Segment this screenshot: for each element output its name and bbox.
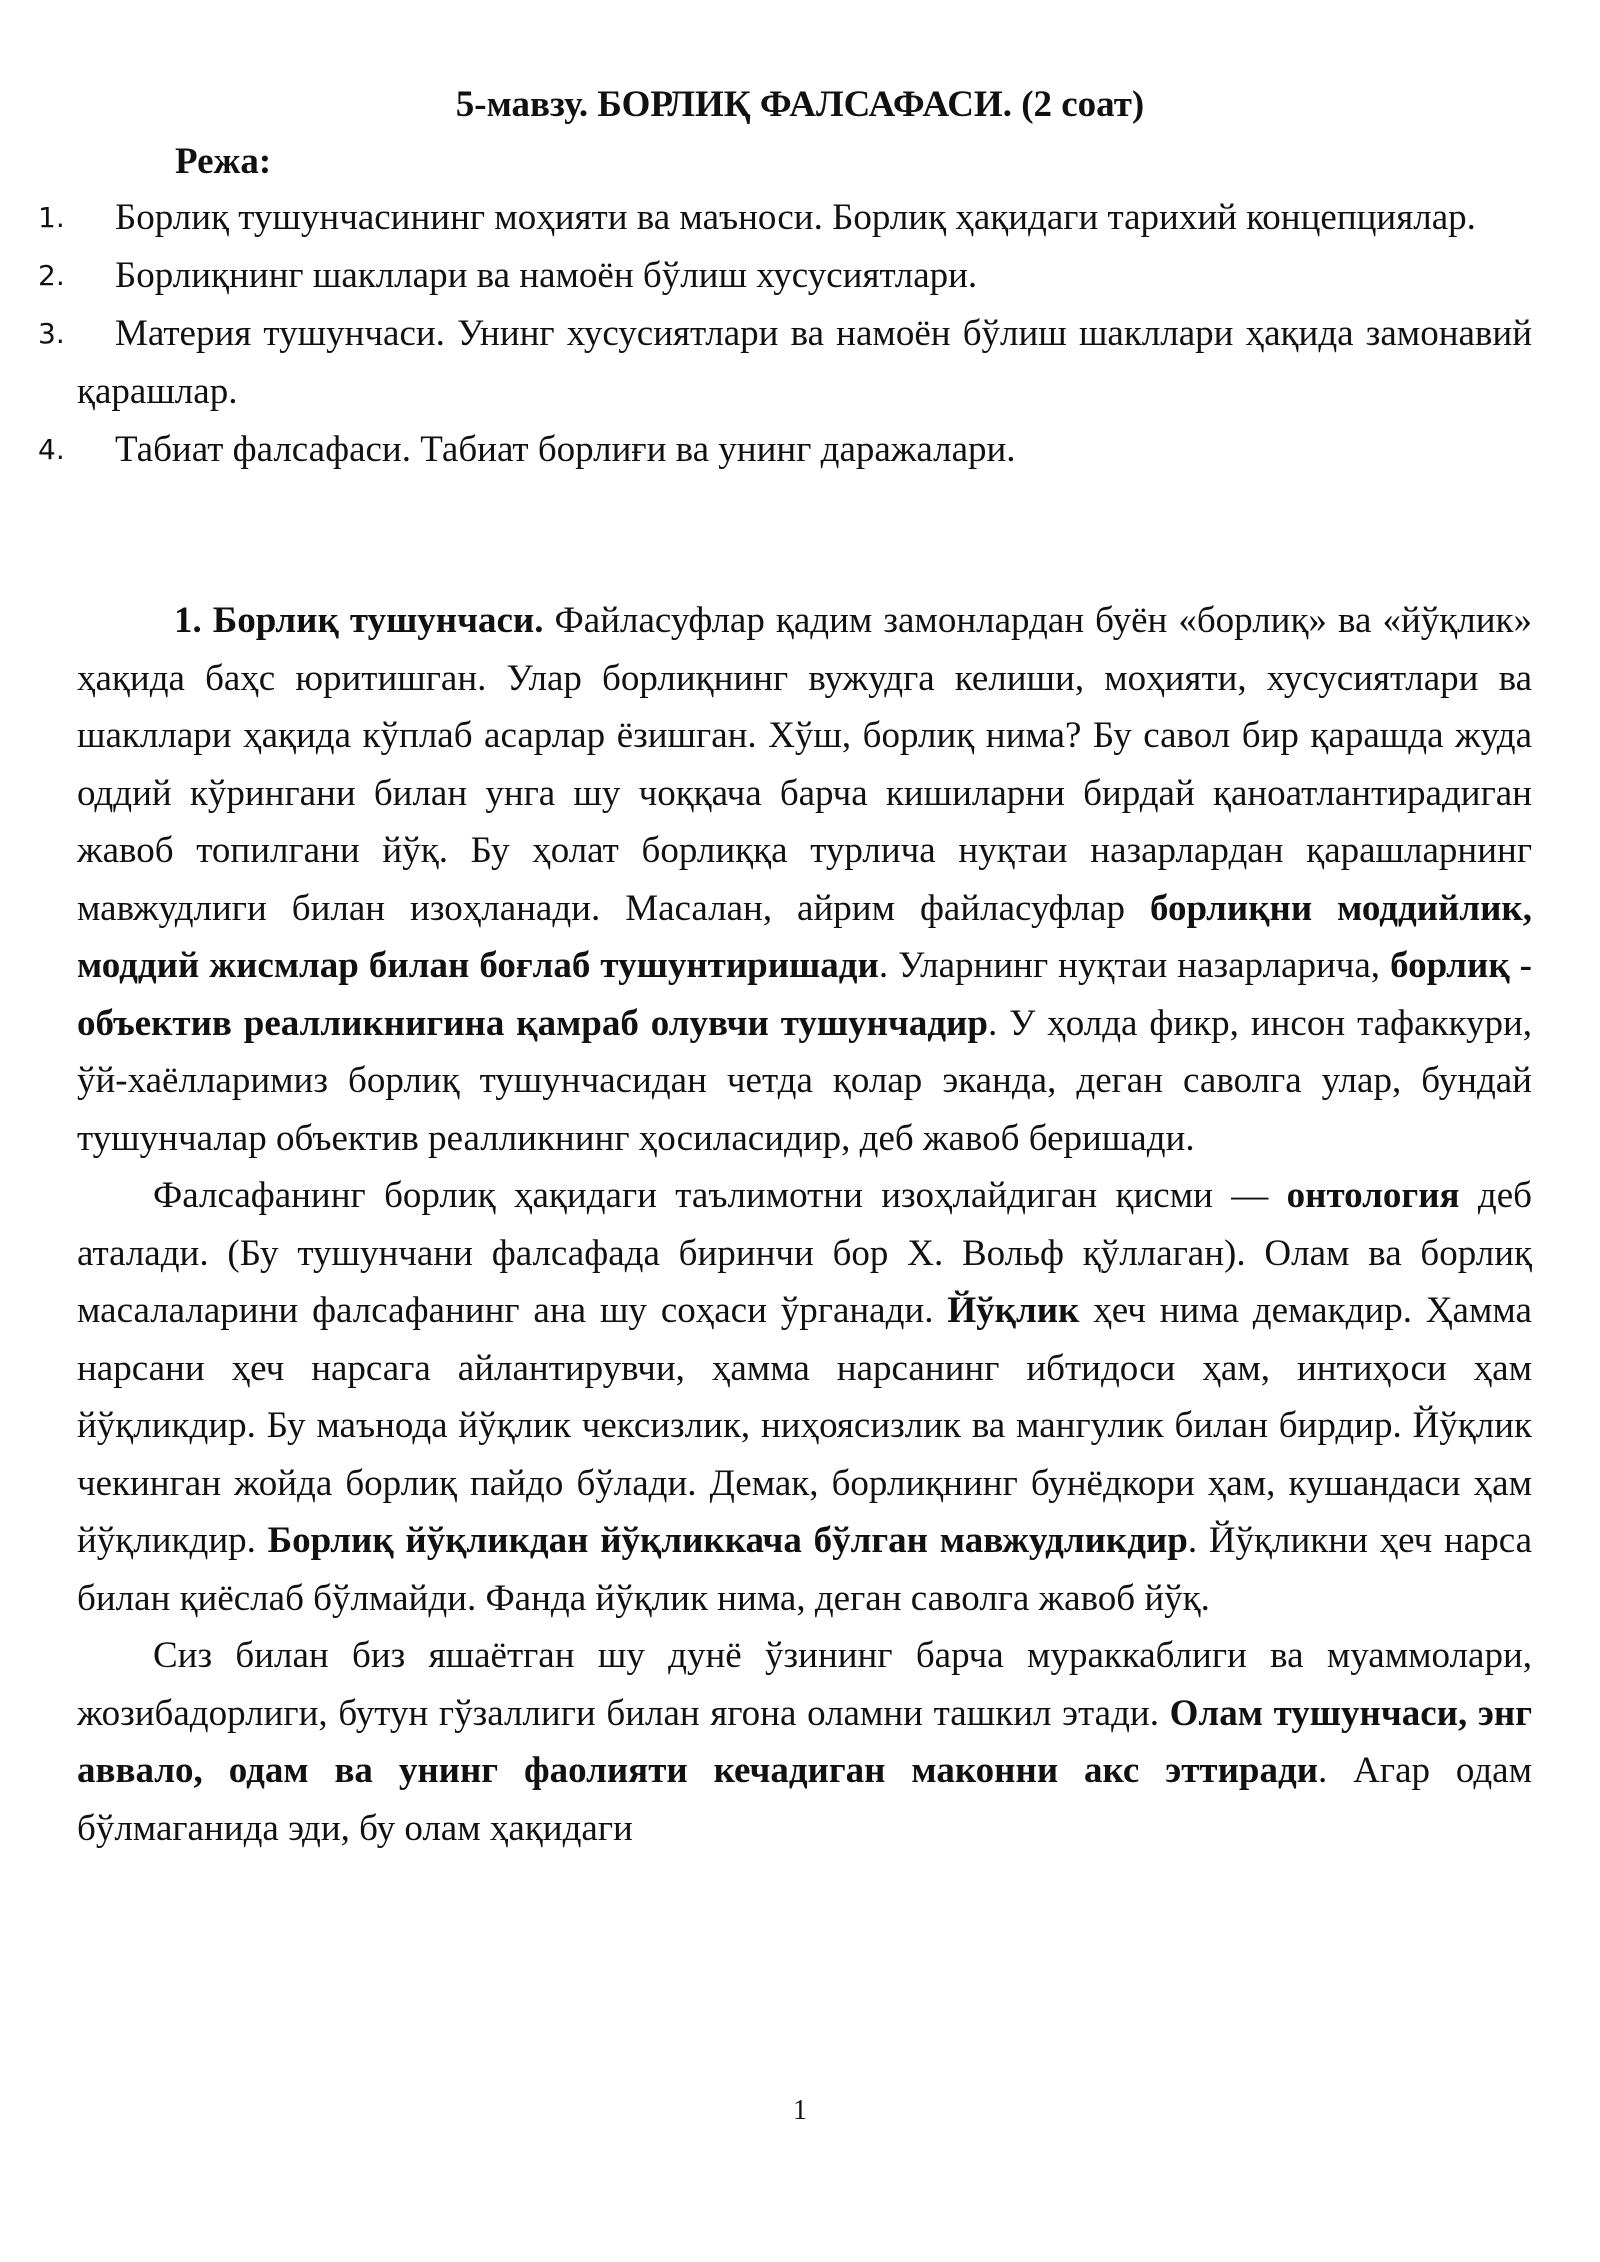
- plan-list: [0, 189, 1600, 479]
- paragraph-text: . Агар одам бўлмаганида эди, бу олам ҳақидаги: [77, 1750, 1532, 1849]
- plan-item-text: Табиат фалсафаси. Табиат борлиғи ва унинг даражалари.: [115, 429, 1016, 470]
- page-number: 1: [793, 2095, 807, 2126]
- paragraph-text: . У ҳолда фикр, инсон тафаккури, ўй-хаёлларимиз борлиқ тушунчасидан четда қолар эканда, деган саволга улар, бундай тушунчалар объектив реалликнинг ҳосиласидир, деб жавоб беришади.: [77, 1002, 1532, 1159]
- plan-item-number: 1.: [38, 201, 65, 234]
- plan-item-text: Материя тушунчаси. Унинг хусусиятлари ва намоён бўлиш шакллари ҳақида замонавий қарашлар.: [77, 313, 1532, 412]
- paragraph-2: [77, 1167, 1532, 1627]
- plan-item-number: 4.: [38, 433, 65, 466]
- paragraph-text: ҳеч нима демакдир. Ҳамма нарсани ҳеч нарсага айлантирувчи, ҳамма нарсанинг ибтидоси ҳам, интиҳоси ҳам йўқликдир. Бу маънода йўқлик чексизлик, ниҳоясизлик ва мангулик билан бирдир. Йўқлик чекинган жойда борлиқ пайдо бўлади. Демак, борлиқнинг бунёдкори ҳам, кушандаси ҳам йўқликдир.: [77, 1290, 1532, 1561]
- plan-item-text: Борлиқнинг шакллари ва намоён бўлиш хусусиятлари.: [115, 255, 978, 296]
- section-heading: 1. Борлиқ тушунчаси.: [174, 600, 544, 641]
- emphasis-text: борлиқни моддийлик, моддий жисмлар билан боғлаб тушунтиришади: [77, 887, 1532, 986]
- paragraph-1: [77, 592, 1532, 1167]
- page-title: 5-мавзу. БОРЛИҚ ФАЛСАФАСИ. (2 соат): [455, 84, 1145, 125]
- emphasis-text: борлиқ - объектив реалликнигина қамраб олувчи тушунчадир: [77, 945, 1532, 1044]
- body-text: [77, 592, 1532, 1857]
- paragraph-text: Сиз билан биз яшаётган шу дунё ўзининг барча мураккаблиги ва муаммолари, жозибадорлиги, бутун гўзаллиги билан ягона оламни ташкил этади.: [77, 1635, 1532, 1734]
- paragraph-text: Файласуфлар қадим замонлардан буён «борлиқ» ва «йўқлик» ҳақида баҳс юритишган. Улар борлиқнинг вужудга келиши, моҳияти, хусусиятлари ва шакллари ҳақида кўплаб асарлар ёзишган. Хўш, борлиқ нима? Бу савол бир қарашда жуда оддий кўрингани билан унга шу чоққача барча кишиларни бирдай қаноатлантирадиган жавоб топилгани йўқ. Бу ҳолат борлиққа турлича нуқтаи назарлардан қарашларнинг мавжудлиги билан изоҳланади. Масалан, айрим файласуфлар: [77, 600, 1532, 929]
- paragraph-text: Фалсафанинг борлиқ ҳақидаги таълимотни изоҳлайдиган қисми —: [153, 1175, 1287, 1216]
- plan-item: [0, 305, 1532, 421]
- paragraph-3: [77, 1627, 1532, 1857]
- paragraph-text: . Уларнинг нуқтаи назарларича,: [878, 945, 1391, 986]
- plan-item-number: 2.: [38, 259, 65, 292]
- plan-item-text: Борлиқ тушунчасининг моҳияти ва маъноси. Борлиқ ҳақидаги тарихий концепциялар.: [115, 197, 1476, 238]
- paragraph-text: . Йўқликни ҳеч нарса билан қиёслаб бўлмайди. Фанда йўқлик нима, деган саволга жавоб йўқ.: [77, 1520, 1532, 1619]
- paragraph-text: деб аталади. (Бу тушунчани фалсафада биринчи бор Х. Вольф қўллаган). Олам ва борлиқ масалаларини фалсафанинг ана шу соҳаси ўрганади.: [77, 1175, 1532, 1331]
- emphasis-text: Олам тушунчаси, энг аввало, одам ва унинг фаолияти кечадиган маконни акс эттиради: [77, 1692, 1532, 1791]
- plan-item-number: 3.: [38, 317, 65, 350]
- plan-item: [0, 421, 1532, 479]
- plan-item: [0, 247, 1532, 305]
- plan-item: [0, 189, 1532, 247]
- plan-heading: Режа:: [175, 141, 272, 182]
- emphasis-text: онтология: [1286, 1175, 1460, 1216]
- emphasis-text: Борлиқ йўқликдан йўқликкача бўлган мавжудликдир: [267, 1520, 1188, 1561]
- emphasis-text: Йўқлик: [947, 1290, 1080, 1331]
